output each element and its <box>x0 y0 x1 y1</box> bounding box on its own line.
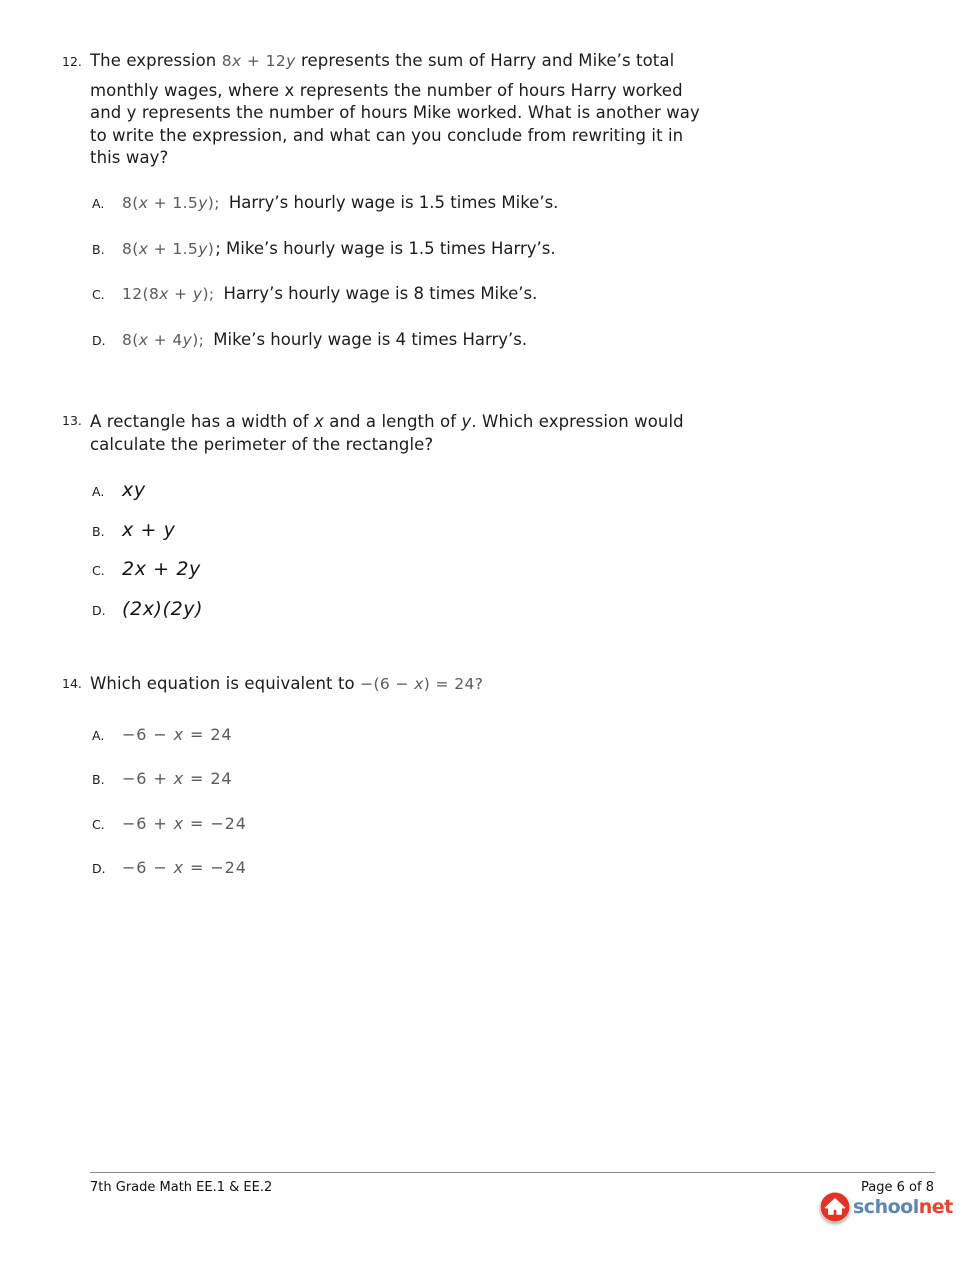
option-row-b <box>92 239 556 258</box>
question-text-line <box>90 50 835 73</box>
house-icon <box>820 1192 850 1222</box>
option-label: C. <box>92 563 105 578</box>
question-text <box>90 410 835 456</box>
question-number: 13. <box>62 413 82 428</box>
option-label: A. <box>92 728 105 743</box>
option-label: A. <box>92 196 105 211</box>
question-text-line <box>90 410 835 433</box>
option-math: −6 + x = −24 <box>122 814 247 833</box>
option-row-d <box>92 330 527 349</box>
option-math: 8(x + 1.5y) <box>122 240 215 258</box>
inline-math-expression: 8x + 12y <box>221 52 296 70</box>
question-text-segment: and a length of <box>323 412 462 431</box>
option-label: D. <box>92 861 106 876</box>
option-math: x + y <box>122 519 176 541</box>
question-number: 12. <box>62 54 82 69</box>
option-text: Harry’s hourly wage is 1.5 times Mike’s. <box>228 193 559 212</box>
option-row-d <box>92 858 247 877</box>
inline-math-expression: −(6 − x) = 24? <box>360 675 484 693</box>
question-text-line: to write the expression, and what can you conclude from rewriting it in <box>90 125 684 145</box>
question-text-segment: The expression <box>90 51 222 70</box>
option-label: D. <box>92 333 106 348</box>
option-row-a <box>92 479 146 501</box>
option-row-c <box>92 814 247 833</box>
option-label: A. <box>92 484 105 499</box>
option-math: −6 − x = −24 <box>122 858 247 877</box>
option-math: 2x + 2y <box>122 558 201 580</box>
option-text: Harry’s hourly wage is 8 times Mike’s. <box>223 284 538 303</box>
footer-course-label: 7th Grade Math EE.1 & EE.2 <box>90 1180 273 1195</box>
option-label: C. <box>92 817 105 832</box>
option-math: 8(x + 1.5y); <box>122 194 220 212</box>
question-text-segment: Which equation is equivalent to <box>90 674 361 693</box>
logo-wordmark <box>853 1192 953 1222</box>
footer-page-number: Page 6 of 8 <box>861 1180 934 1195</box>
question-text-segment: A rectangle has a width of <box>90 412 315 431</box>
math-variable: y <box>461 412 472 431</box>
option-label: B. <box>92 524 105 539</box>
option-row-c <box>92 284 537 303</box>
question-text-line: calculate the perimeter of the rectangle? <box>90 435 434 454</box>
option-math: 8(x + 4y); <box>122 331 205 349</box>
logo-text-net: net <box>918 1196 953 1218</box>
option-math: 12(8x + y); <box>122 285 215 303</box>
question-text-segment: . Which expression would <box>471 412 684 431</box>
option-math: (2x)(2y) <box>122 598 204 620</box>
question-text-line <box>90 673 835 696</box>
option-row-d <box>92 598 203 620</box>
question-text-line: this way? <box>90 148 169 167</box>
option-math: −6 + x = 24 <box>122 769 233 788</box>
question-number: 14. <box>62 676 82 691</box>
footer-divider <box>90 1172 935 1173</box>
option-label: B. <box>92 242 105 257</box>
option-math: xy <box>122 479 146 501</box>
option-label: D. <box>92 603 106 618</box>
option-label: B. <box>92 772 105 787</box>
question-text <box>90 673 835 696</box>
math-variable: x <box>314 412 324 431</box>
option-row-b <box>92 519 176 541</box>
option-text: ; Mike’s hourly wage is 1.5 times Harry’s. <box>215 239 556 258</box>
option-text: Mike’s hourly wage is 4 times Harry’s. <box>213 330 528 349</box>
option-math: −6 − x = 24 <box>122 725 233 744</box>
logo-text-school: school <box>853 1196 919 1218</box>
question-text-segment: represents the sum of Harry and Mike’s total <box>295 51 675 70</box>
option-row-a <box>92 193 558 212</box>
schoolnet-logo <box>820 1192 953 1222</box>
option-row-a <box>92 725 232 744</box>
question-text-line: and y represents the number of hours Mike worked. What is another way <box>90 103 700 122</box>
question-text-line: monthly wages, where x represents the number of hours Harry worked <box>90 80 683 100</box>
option-row-c <box>92 558 201 580</box>
question-text <box>90 50 835 170</box>
option-row-b <box>92 769 232 788</box>
option-label: C. <box>92 287 105 302</box>
